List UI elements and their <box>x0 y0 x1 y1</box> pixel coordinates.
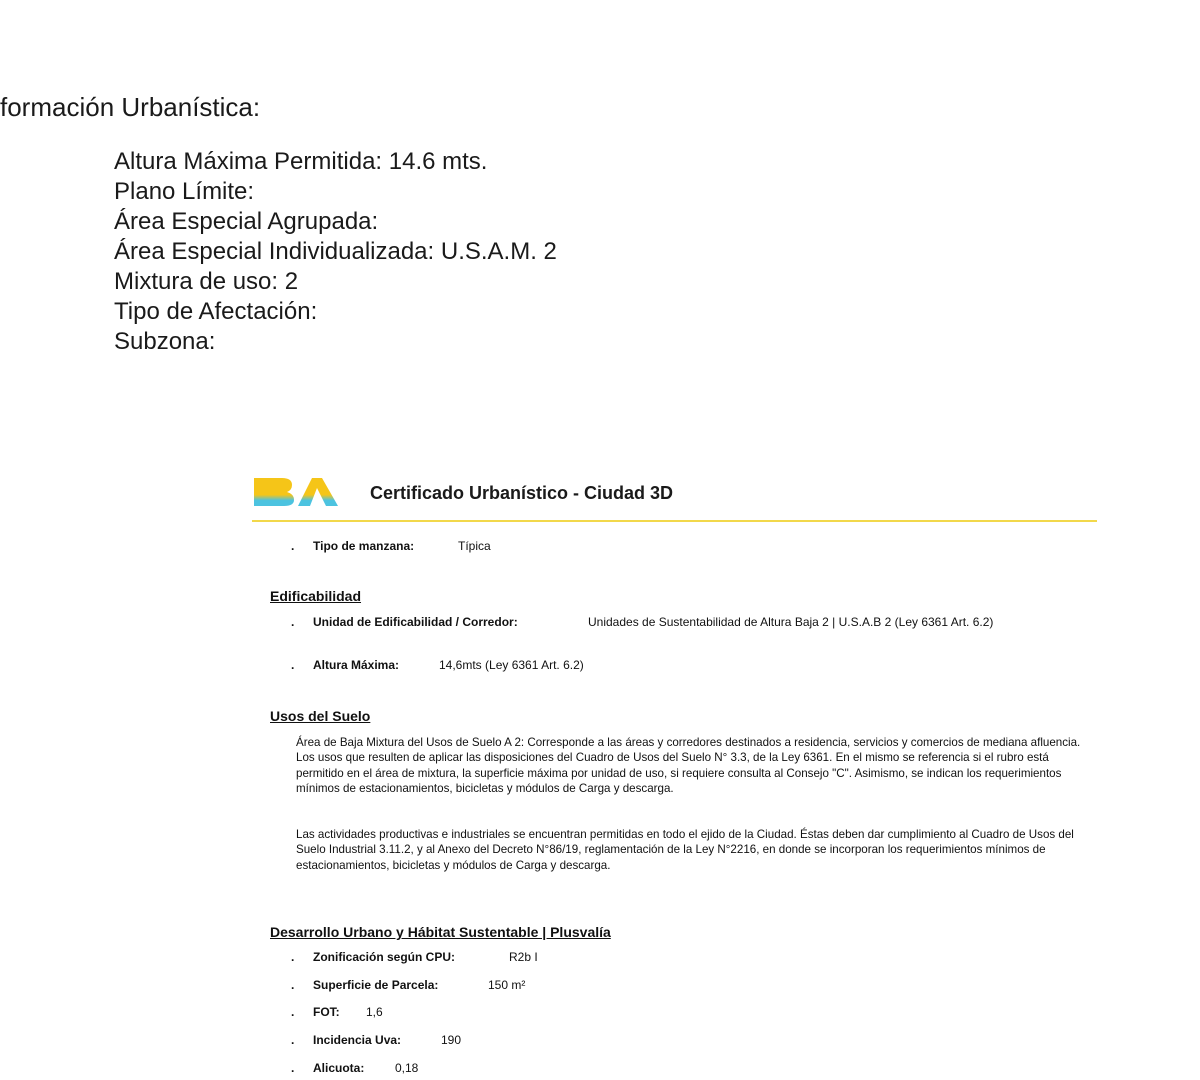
desarrollo-urbano-title: Desarrollo Urbano y Hábitat Sustentable | Plusvalía <box>270 924 611 940</box>
altura-maxima-value: 14,6mts (Ley 6361 Art. 6.2) <box>439 658 584 672</box>
info-plano-limite: Plano Límite: <box>114 178 255 205</box>
fot-value: 1,6 <box>366 1005 383 1019</box>
ba-logo <box>252 476 340 508</box>
usos-suelo-title: Usos del Suelo <box>270 708 371 724</box>
usos-suelo-paragraph-2: Las actividades productivas e industriales se encuentran permitidas en todo el ejido de la Ciudad. Éstas deben dar cumplimiento al Cuadro de Usos del Suelo Industrial 3.11.2, y al Anexo del Decreto N°86/19, reglamentación de la Ley N°2216, en donde se incorporan los requerimientos mínimos de estacionamientos, bicicletas y módulos de Carga y descarga. <box>296 828 1074 872</box>
info-altura-maxima: Altura Máxima Permitida: 14.6 mts. <box>114 148 488 175</box>
certificate-title-bar <box>252 470 1097 522</box>
incidencia-uva-label: Incidencia Uva: <box>313 1033 402 1047</box>
info-area-individualizada: Área Especial Individualizada: U.S.A.M. 2 <box>114 238 557 265</box>
bullet-dot: . <box>291 1005 295 1019</box>
bullet-dot: . <box>291 978 295 992</box>
bullet-dot: . <box>291 950 295 964</box>
certificate-title: Certificado Urbanístico - Ciudad 3D <box>370 483 674 503</box>
superficie-parcela-value: 150 m² <box>488 978 526 992</box>
usos-suelo-paragraph-1: Área de Baja Mixtura del Usos de Suelo A 2: Corresponde a las áreas y corredores destinados a residencia, servicios y comercios de mediana afluencia. Los usos que resulten de aplicar las disposiciones del Cuadro de Usos del Suelo N° 3.3, de la Ley 6361. En el mismo se referencia si el rubro está permitido en el área de mixtura, la superficie máxima por unidad de uso, si requiere consulta al Consejo "C". Asimismo, se indican los requerimientos mínimos de estacionamientos, bicicletas y módulos de Carga y descarga. <box>296 736 1081 795</box>
zonificacion-value: R2b I <box>509 950 538 964</box>
tipo-manzana-label: Tipo de manzana: <box>313 539 415 553</box>
info-tipo-afectacion: Tipo de Afectación: <box>114 298 318 325</box>
bullet-dot: . <box>291 615 295 629</box>
tipo-manzana-value: Típica <box>458 539 491 553</box>
edificabilidad-title: Edificabilidad <box>270 588 362 604</box>
unidad-edificabilidad-label: Unidad de Edificabilidad / Corredor: <box>313 615 518 629</box>
info-subzona: Subzona: <box>114 328 216 355</box>
certificate-header <box>252 470 1097 522</box>
urban-info-heading: formación Urbanística: <box>0 92 261 122</box>
bullet-dot: . <box>291 1061 295 1075</box>
bullet-dot: . <box>291 658 295 672</box>
zonificacion-label: Zonificación según CPU: <box>313 950 456 964</box>
alicuota-label: Alicuota: <box>313 1061 365 1075</box>
alicuota-value: 0,18 <box>395 1061 419 1075</box>
bullet-dot: . <box>291 539 295 553</box>
info-mixtura-uso: Mixtura de uso: 2 <box>114 268 299 295</box>
info-area-agrupada: Área Especial Agrupada: <box>114 208 379 235</box>
incidencia-uva-value: 190 <box>441 1033 462 1047</box>
superficie-parcela-label: Superficie de Parcela: <box>313 978 439 992</box>
unidad-edificabilidad-value: Unidades de Sustentabilidad de Altura Baja 2 | U.S.A.B 2 (Ley 6361 Art. 6.2) <box>588 615 994 629</box>
fot-label: FOT: <box>313 1005 340 1019</box>
bullet-dot: . <box>291 1033 295 1047</box>
altura-maxima-label: Altura Máxima: <box>313 658 400 672</box>
urban-info-list <box>114 147 557 357</box>
